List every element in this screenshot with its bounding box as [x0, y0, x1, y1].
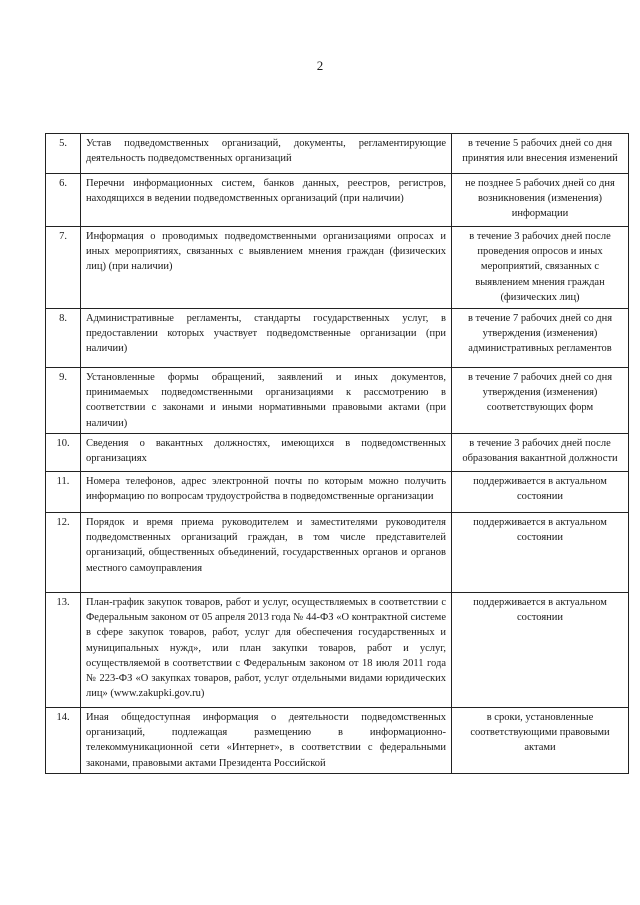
row-description: Сведения о вакантных должностях, имеющихся в подведомственных организациях — [81, 433, 452, 471]
page-number: 2 — [316, 58, 324, 73]
row-number: 7. — [46, 227, 81, 309]
row-term: в сроки, установленные соответствующими правовыми актами — [452, 707, 629, 773]
table-row — [46, 433, 629, 471]
table-row — [46, 471, 629, 512]
row-number: 12. — [46, 512, 81, 592]
row-term: в течение 5 рабочих дней со дня принятия или внесения изменений — [452, 134, 629, 174]
row-description: Устав подведомственных организаций, документы, регламентирующие деятельность подведомственных организаций — [81, 134, 452, 174]
row-description: Перечни информационных систем, банков данных, реестров, регистров, находящихся в ведении подведомственных организаций (при наличии) — [81, 174, 452, 227]
row-number: 13. — [46, 592, 81, 707]
table-row — [46, 227, 629, 309]
information-table — [45, 133, 629, 774]
row-term: не позднее 5 рабочих дней со дня возникновения (изменения) информации — [452, 174, 629, 227]
row-number: 9. — [46, 368, 81, 434]
table-row — [46, 512, 629, 592]
row-term: поддерживается в актуальном состоянии — [452, 512, 629, 592]
row-number: 5. — [46, 134, 81, 174]
row-number: 10. — [46, 433, 81, 471]
row-term: в течение 3 рабочих дней после проведения опросов и иных мероприятий, связанных с выявлением мнения граждан (физических лиц) — [452, 227, 629, 309]
table-row — [46, 368, 629, 434]
row-description: План-график закупок товаров, работ и услуг, осуществляемых в соответствии с Федеральным законом от 05 апреля 2013 года № 44-ФЗ «О контрактной системе в сфере закупок товаров, работ, услуг для обеспечения государственных и муниципальных нужд», или план закупки товаров, работ и услуг, осуществляемой в соответствии с Федеральным законом от 18 июля 2011 года № 223-ФЗ «О закупках товаров, работ, услуг отдельными видами юридических лиц» (www.zakupki.gov.ru) — [81, 592, 452, 707]
row-number: 8. — [46, 309, 81, 368]
table-row — [46, 174, 629, 227]
row-number: 14. — [46, 707, 81, 773]
row-term: в течение 7 рабочих дней со дня утверждения (изменения) соответствующих форм — [452, 368, 629, 434]
row-description: Административные регламенты, стандарты государственных услуг, в предоставлении которых участвует подведомственные организации (при наличии) — [81, 309, 452, 368]
row-description: Номера телефонов, адрес электронной почты по которым можно получить информацию по вопросам трудоустройства в подведомственные организации — [81, 471, 452, 512]
table-row — [46, 309, 629, 368]
row-term: поддерживается в актуальном состоянии — [452, 592, 629, 707]
row-description: Информация о проводимых подведомственными организациями опросах и иных мероприятиях, связанных с выявлением мнения граждан (физических лиц) (при наличии) — [81, 227, 452, 309]
table-row — [46, 134, 629, 174]
row-term: в течение 3 рабочих дней после образования вакантной должности — [452, 433, 629, 471]
row-number: 6. — [46, 174, 81, 227]
row-term: в течение 7 рабочих дней со дня утверждения (изменения) административных регламентов — [452, 309, 629, 368]
table-row — [46, 592, 629, 707]
table-row — [46, 707, 629, 773]
row-number: 11. — [46, 471, 81, 512]
row-description: Порядок и время приема руководителем и заместителями руководителя подведомственных организаций граждан, в том числе представителей организаций, общественных объединений, государственных органов и органов местного самоуправления — [81, 512, 452, 592]
row-description: Иная общедоступная информация о деятельности подведомственных организаций, подлежащая размещению в информационно-телекоммуникационной сети «Интернет», в соответствии с федеральными законами, правовыми актами Президента Российской — [81, 707, 452, 773]
row-description: Установленные формы обращений, заявлений и иных документов, принимаемых подведомственными организациями к рассмотрению в соответствии с законами и иными нормативными правовыми актами (при наличии) — [81, 368, 452, 434]
row-term: поддерживается в актуальном состоянии — [452, 471, 629, 512]
